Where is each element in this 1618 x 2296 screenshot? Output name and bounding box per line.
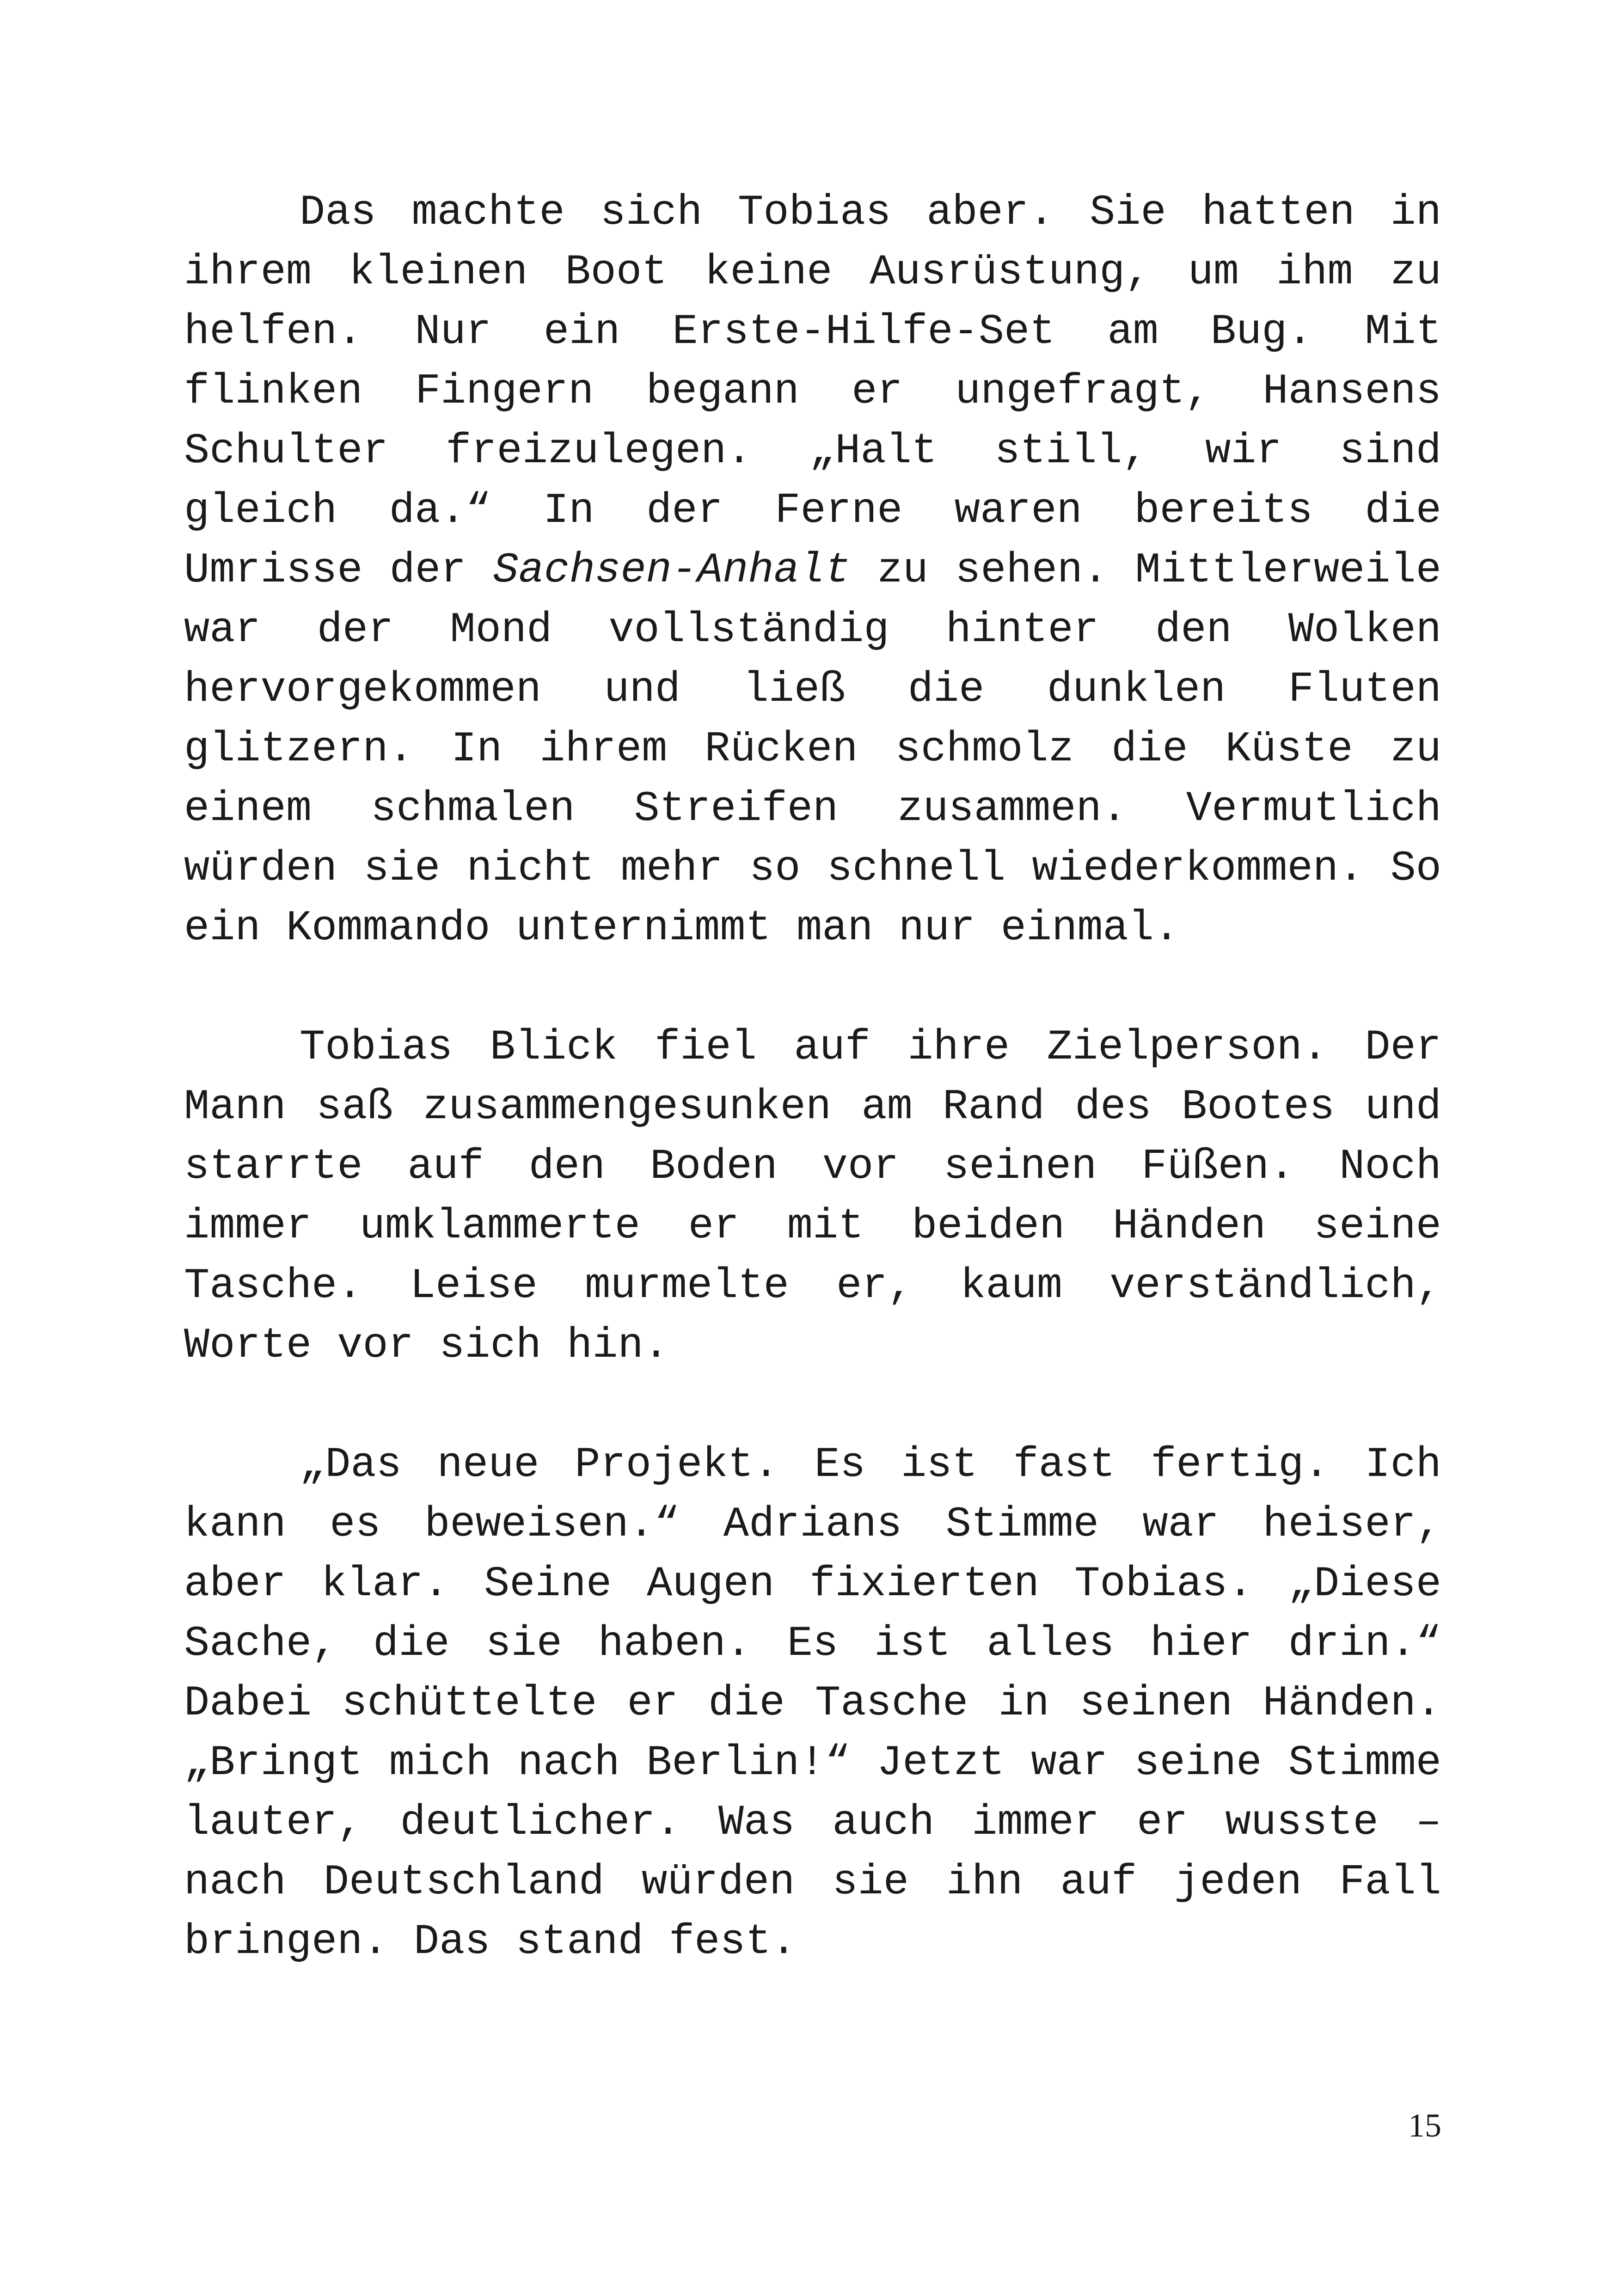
paragraph-1-text-after: zu sehen. Mittlerweile war der Mond vollständig hinter den Wolken hervorgekommen und ließ die dunklen Fluten glitzern. In ihrem Rücken schmolz die Küste zu einem schmalen Streifen zusammen. Vermutlich würden sie nicht mehr so schnell wiederkommen. So ein Kommando unternimmt man nur einmal. xyxy=(184,546,1441,952)
paragraph-1 xyxy=(184,183,1441,958)
paragraph-3: „Das neue Projekt. Es ist fast fertig. Ich kann es beweisen.“ Adrians Stimme war heiser, aber klar. Seine Augen fixierten Tobias. „Diese Sache, die sie haben. Es ist alles hier drin.“ Dabei schüttelte er die Tasche in seinen Händen. „Bringt mich nach Berlin!“ Jetzt war seine Stimme lauter, deutlicher. Was auch immer er wusste – nach Deutschland würden sie ihn auf jeden Fall bringen. Das stand fest. xyxy=(184,1440,1441,1966)
page-number: 15 xyxy=(1408,2107,1441,2144)
ship-name-italic: Sachsen-Anhalt xyxy=(493,546,851,594)
body-text xyxy=(184,183,1441,1971)
paragraph-1-text-before: Das machte sich Tobias aber. Sie hatten in ihrem kleinen Boot keine Ausrüstung, um ihm zu helfen. Nur ein Erste-Hilfe-Set am Bug. Mit flinken Fingern begann er ungefragt, Hansens Schulter freizulegen. „Halt still, wir sind gleich da.“ In der Ferne waren bereits die Umrisse der xyxy=(184,188,1441,594)
paragraph-2: Tobias Blick fiel auf ihre Zielperson. Der Mann saß zusammengesunken am Rand des Bootes und starrte auf den Boden vor seinen Füßen. Noch immer umklammerte er mit beiden Händen seine Tasche. Leise murmelte er, kaum verständlich, Worte vor sich hin. xyxy=(184,1023,1441,1370)
